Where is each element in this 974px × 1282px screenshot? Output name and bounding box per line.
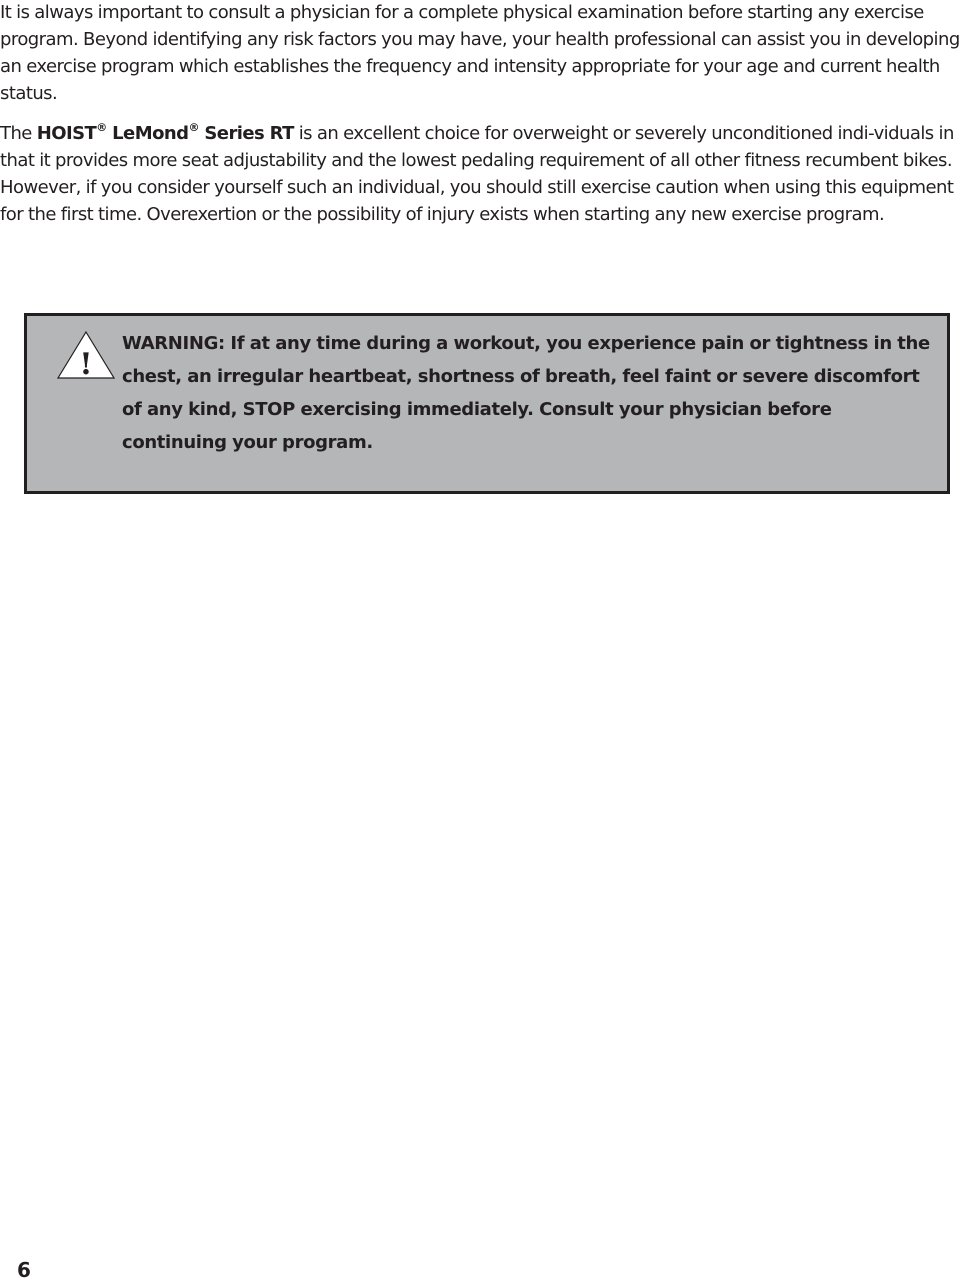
registered-mark: ® [188,121,199,134]
paragraph-2-body: is an excellent choice for overweight or severely unconditioned indi-viduals in that it provides more seat adjustability and the lowest pedaling requirement of all other fitness recumbent bikes. However, if you consider yourself such an individual, you should still exercise caution when using this equipment for the first time. Overexertion or the possibility of injury exists when starting any new exercise program. [0,123,954,225]
intro-paragraph-1: It is always important to consult a physician for a complete physical examination before starting any exercise program. Beyond identifying any risk factors you may have, your health professional can assist you in developing an exercise program which establishes the frequency and intensity appropriate for your age and current health status. [0,2,960,104]
warning-exclamation: ! [79,347,93,380]
warning-text: WARNING: If at any time during a workout, you experience pain or tightness in the chest, an irregular heartbeat, shortness of breath, feel faint or severe discomfort of any kind, STOP exercising immediately. Consult your physician before continuing your program. [122,333,930,453]
intro-paragraph-2 [0,120,972,228]
registered-mark: ® [96,121,107,134]
warning-box [24,313,950,494]
brand-name-hoist: HOIST® LeMond® Series RT [36,121,294,144]
warning-triangle-icon [56,330,116,380]
paragraph-2-lead: The [0,123,37,144]
page-number: 6 [17,1258,31,1282]
